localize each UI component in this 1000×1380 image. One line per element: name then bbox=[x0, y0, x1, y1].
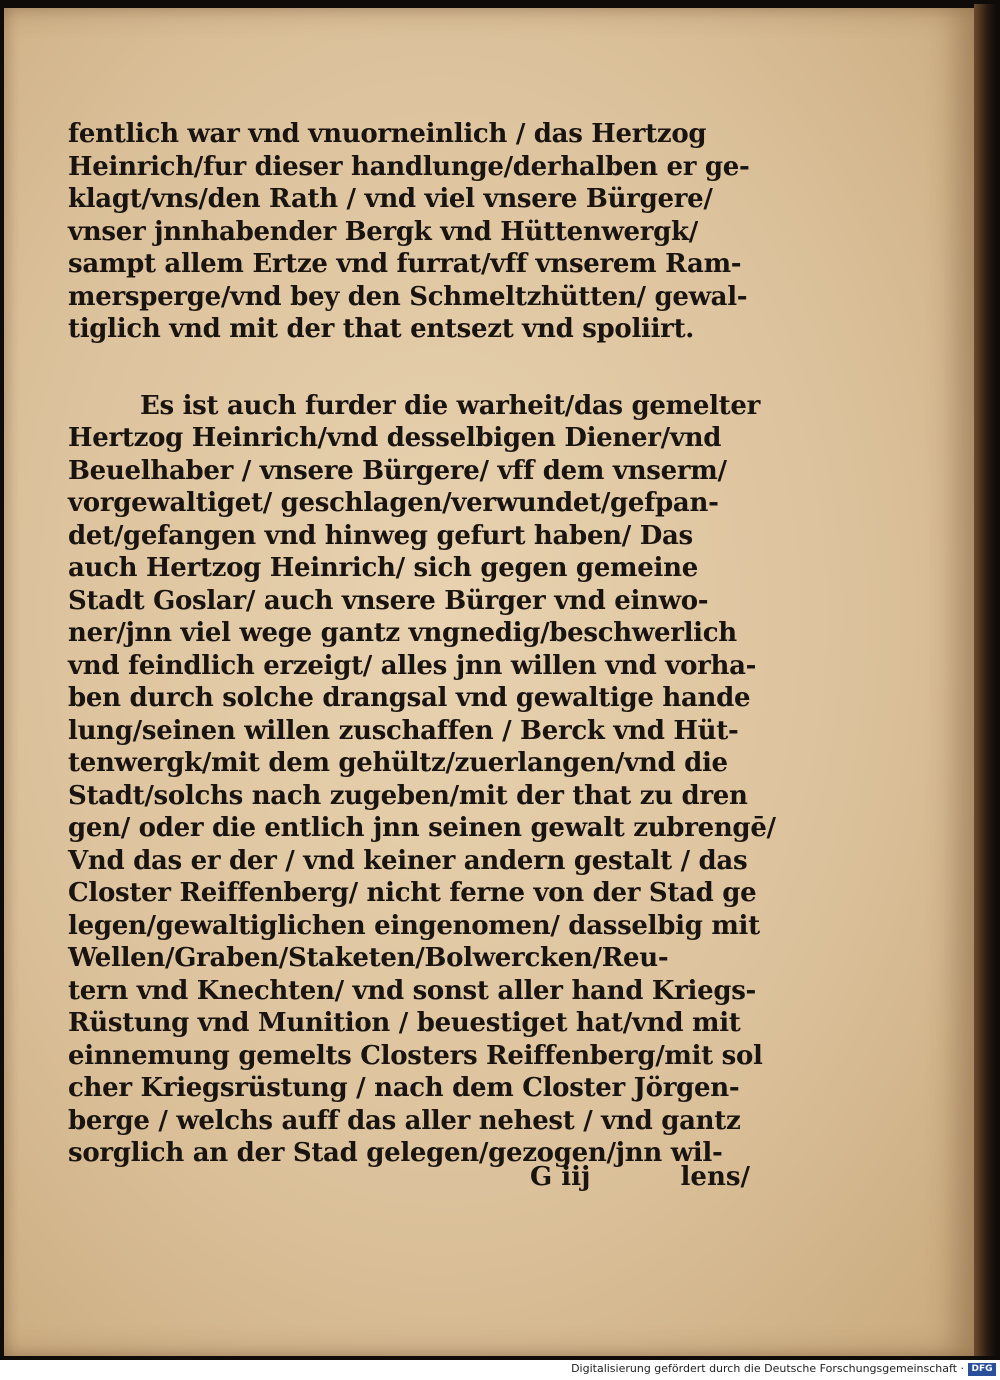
text-line: Es ist auch furder die warheit/das gemelter bbox=[140, 390, 760, 421]
text-line: Vnd das er der / vnd keiner andern gestalt / das bbox=[68, 845, 748, 876]
text-line: tenwergk/mit dem gehültz/zuerlangen/vnd die bbox=[68, 748, 728, 778]
dfg-logo: DFG bbox=[968, 1363, 996, 1376]
text-line: Hertzog Heinrich/vnd desselbigen Diener/vnd bbox=[68, 423, 722, 453]
text-line: ner/jnn viel wege gantz vngnedig/beschwerlich bbox=[68, 618, 737, 648]
text-line: vnser jnnhabender Bergk vnd Hüttenwergk/ bbox=[68, 216, 698, 247]
text-line: Closter Reiffenberg/ nicht ferne von der Stad ge bbox=[68, 878, 757, 908]
text-line: tern vnd Knechten/ vnd sonst aller hand Kriegs- bbox=[68, 975, 757, 1006]
text-line: Wellen/Graben/Staketen/Bolwercken/Reu- bbox=[68, 943, 669, 973]
text-line: Rüstung vnd Munition / beuestiget hat/vnd mit bbox=[68, 1008, 741, 1038]
text-line: einnemung gemelts Closters Reiffenberg/mit sol bbox=[68, 1040, 763, 1071]
text-line: det/gefangen vnd hinweg gefurt haben/ Das bbox=[68, 520, 693, 551]
page-edge bbox=[974, 4, 996, 1356]
paragraph-2 bbox=[68, 390, 776, 1170]
page-footer bbox=[530, 1162, 750, 1196]
text-line: berge / welchs auff das aller nehest / vnd gantz bbox=[68, 1105, 741, 1136]
text-line: vnd feindlich erzeigt/ alles jnn willen vnd vorha- bbox=[68, 650, 757, 681]
credit-bar bbox=[0, 1360, 1000, 1380]
text-line: Heinrich/fur dieser handlunge/derhalben er ge- bbox=[68, 151, 750, 182]
text-line: klagt/vns/den Rath / vnd viel vnsere Bürgere/ bbox=[68, 184, 713, 214]
text-line: sorglich an der Stad gelegen/gezogen/jnn wil- bbox=[68, 1138, 723, 1168]
text-line: auch Hertzog Heinrich/ sich gegen gemeine bbox=[68, 553, 698, 583]
text-line: Stadt/solchs nach zugeben/mit der that zu dren bbox=[68, 780, 748, 811]
text-line: gen/ oder die entlich jnn seinen gewalt zubrengē/ bbox=[68, 813, 776, 843]
text-line: lung/seinen willen zuschaffen / Berck vnd Hüt- bbox=[68, 715, 739, 746]
text-line: vorgewaltiget/ geschlagen/verwundet/gefpan- bbox=[68, 488, 719, 518]
text-line: cher Kriegsrüstung / nach dem Closter Jörgen- bbox=[68, 1073, 740, 1103]
text-line: fentlich war vnd vnuorneinlich / das Hertzog bbox=[68, 119, 707, 149]
text-line: Stadt Goslar/ auch vnsere Bürger vnd einwo- bbox=[68, 585, 709, 616]
catchword: lens/ bbox=[680, 1162, 750, 1192]
text-line: mersperge/vnd bey den Schmeltzhütten/ gewal- bbox=[68, 281, 748, 312]
text-line: tiglich vnd mit der that entsezt vnd spoliirt. bbox=[68, 314, 695, 344]
text-line: Beuelhaber / vnsere Bürgere/ vff dem vnserm/ bbox=[68, 455, 727, 486]
page-text bbox=[68, 118, 776, 1170]
paragraph-1 bbox=[68, 118, 748, 346]
credit-text: Digitalisierung gefördert durch die Deutsche Forschungsgemeinschaft · bbox=[571, 1362, 964, 1375]
text-line: legen/gewaltiglichen eingenomen/ dasselbig mit bbox=[68, 910, 760, 941]
signature-mark: G iij bbox=[530, 1162, 591, 1192]
text-line: sampt allem Ertze vnd furrat/vff vnserem Ram- bbox=[68, 249, 742, 279]
text-line: ben durch solche drangsal vnd gewaltige hande bbox=[68, 683, 751, 713]
